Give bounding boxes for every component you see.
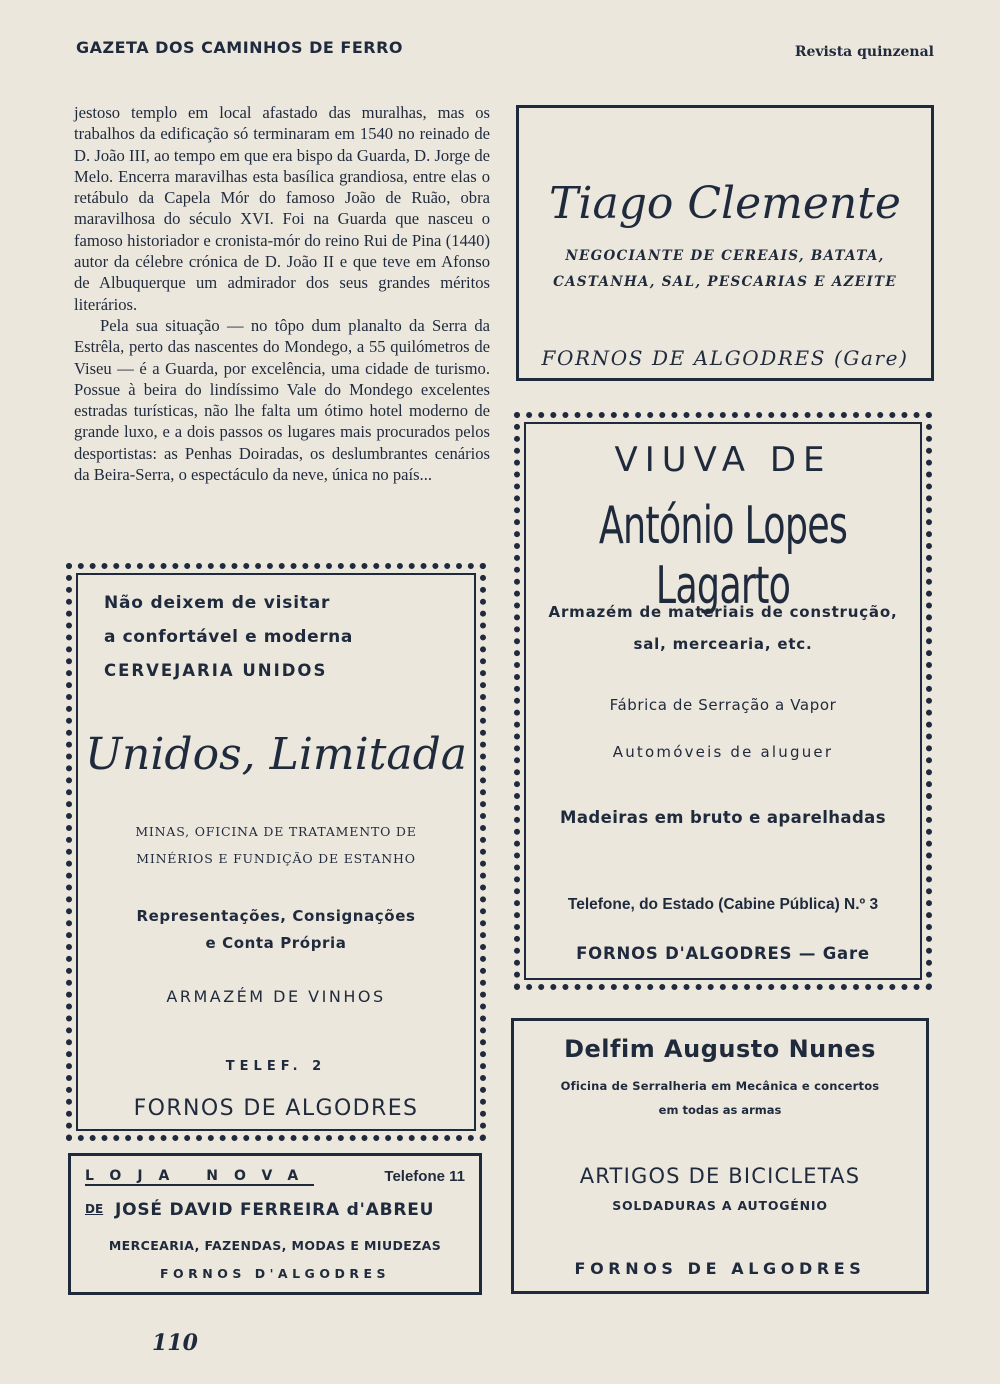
ad-description-line: Representações, Consignações xyxy=(136,907,416,925)
ad-title-line: VIUVA DE xyxy=(614,440,832,480)
ad-description-line: ARMAZÉM DE VINHOS xyxy=(166,987,386,1006)
ad-business-name: Delfim Augusto Nunes xyxy=(564,1035,876,1063)
ad-preposition: DE xyxy=(85,1202,104,1216)
ad-description-line: e Conta Própria xyxy=(205,934,347,952)
article-paragraph: Pela sua situação — no tôpo dum planalto da Serra da Estrêla, perto das nascentes do Mondego, a 55 quilómetros de Viseu — é a Guarda, por excelência, uma cidade de turismo. Possue à beira do lindíssimo Vale do Mondego excelentes estradas turísticas, não lhe falta um ótimo hotel moderno de grande luxo, e a dois passos os lugares mais procurados pelos desportistas: as Penhas Doiradas, os deslumbrantes cenários da Beira-Serra, o espectáculo da neve, única no país... xyxy=(74,315,490,485)
ad-tiago-clemente xyxy=(516,105,934,381)
ad-description-line: Armazém de materiais de construção, xyxy=(548,603,898,621)
ad-business-name: JOSÉ DAVID FERREIRA d'ABREU xyxy=(115,1200,435,1220)
ad-phone: Telefone 11 xyxy=(384,1168,465,1185)
page-number: 110 xyxy=(152,1330,198,1356)
ad-description-line: em todas as armas xyxy=(658,1103,782,1117)
ad-description-line: a confortável e moderna xyxy=(104,627,353,647)
article-paragraph: jestoso templo em local afastado das muralhas, mas os trabalhos da edificação só terminaram em 1540 no reinado de D. João III, ao tempo em que era bispo da Guarda, D. Jorge de Melo. Encerra maravilhas esta basílica grandiosa, entre elas o retábulo da Capela Mór do famoso João de Ruão, obra maravilhosa do século XVI. Foi na Guarda que nasceu o famoso historiador e cronista-mór do reino Rui de Pina (1440) autor da célebre crónica de D. João II e que teve em Afonso de Albuquerque um admirador dos seus grandes méritos literários. xyxy=(74,103,490,314)
ad-phone: TELEF. 2 xyxy=(225,1059,327,1074)
ad-location: FORNOS DE ALGODRES (Gare) xyxy=(541,346,909,370)
ad-description-line: MERCEARIA, FAZENDAS, MODAS E MIUDEZAS xyxy=(108,1238,442,1253)
ad-description-line: sal, mercearia, etc. xyxy=(633,635,813,653)
article-text xyxy=(74,102,490,485)
ad-description-line: Automóveis de aluguer xyxy=(612,743,834,761)
ad-description-line: NEGOCIANTE DE CEREAIS, BATATA, xyxy=(565,248,885,264)
ad-description-line: CASTANHA, SAL, PESCARIAS E AZEITE xyxy=(553,274,897,290)
ad-viuva-lagarto xyxy=(514,412,932,990)
ad-business-name: António Lopes Lagarto xyxy=(598,496,848,616)
journal-frequency: Revista quinzenal xyxy=(794,44,934,60)
ad-location: FORNOS DE ALGODRES xyxy=(574,1259,866,1278)
ad-description-line: SOLDADURAS A AUTOGÉNIO xyxy=(612,1198,828,1213)
ad-business-name: Unidos, Limitada xyxy=(84,729,468,780)
ad-title: LOJA NOVA xyxy=(85,1168,315,1184)
ad-description-line: MINAS, OFICINA DE TRATAMENTO DE xyxy=(135,824,417,839)
ad-delfim-nunes xyxy=(511,1018,929,1294)
ad-unidos-limitada xyxy=(66,563,486,1141)
ad-description-line: CERVEJARIA UNIDOS xyxy=(104,661,328,680)
ad-phone: Telefone, do Estado (Cabine Pública) N.º 3 xyxy=(567,896,879,913)
ad-location: FORNOS D'ALGODRES xyxy=(159,1266,390,1281)
journal-title: GAZETA DOS CAMINHOS DE FERRO xyxy=(76,38,404,57)
ad-description-line: Fábrica de Serração a Vapor xyxy=(609,696,837,714)
ad-description-line: MINÉRIOS E FUNDIÇÃO DE ESTANHO xyxy=(136,851,416,866)
ad-description-line: ARTIGOS DE BICICLETAS xyxy=(579,1164,861,1188)
ad-description-line: Oficina de Serralheria em Mecânica e concertos xyxy=(560,1079,880,1093)
ad-loja-nova xyxy=(68,1153,482,1295)
ad-location: FORNOS D'ALGODRES — Gare xyxy=(576,944,870,963)
ad-business-name: Tiago Clemente xyxy=(549,178,901,229)
ad-location: FORNOS DE ALGODRES xyxy=(133,1096,419,1121)
ad-description-line: Madeiras em bruto e aparelhadas xyxy=(560,808,886,827)
ad-description-line: Não deixem de visitar xyxy=(104,593,331,613)
